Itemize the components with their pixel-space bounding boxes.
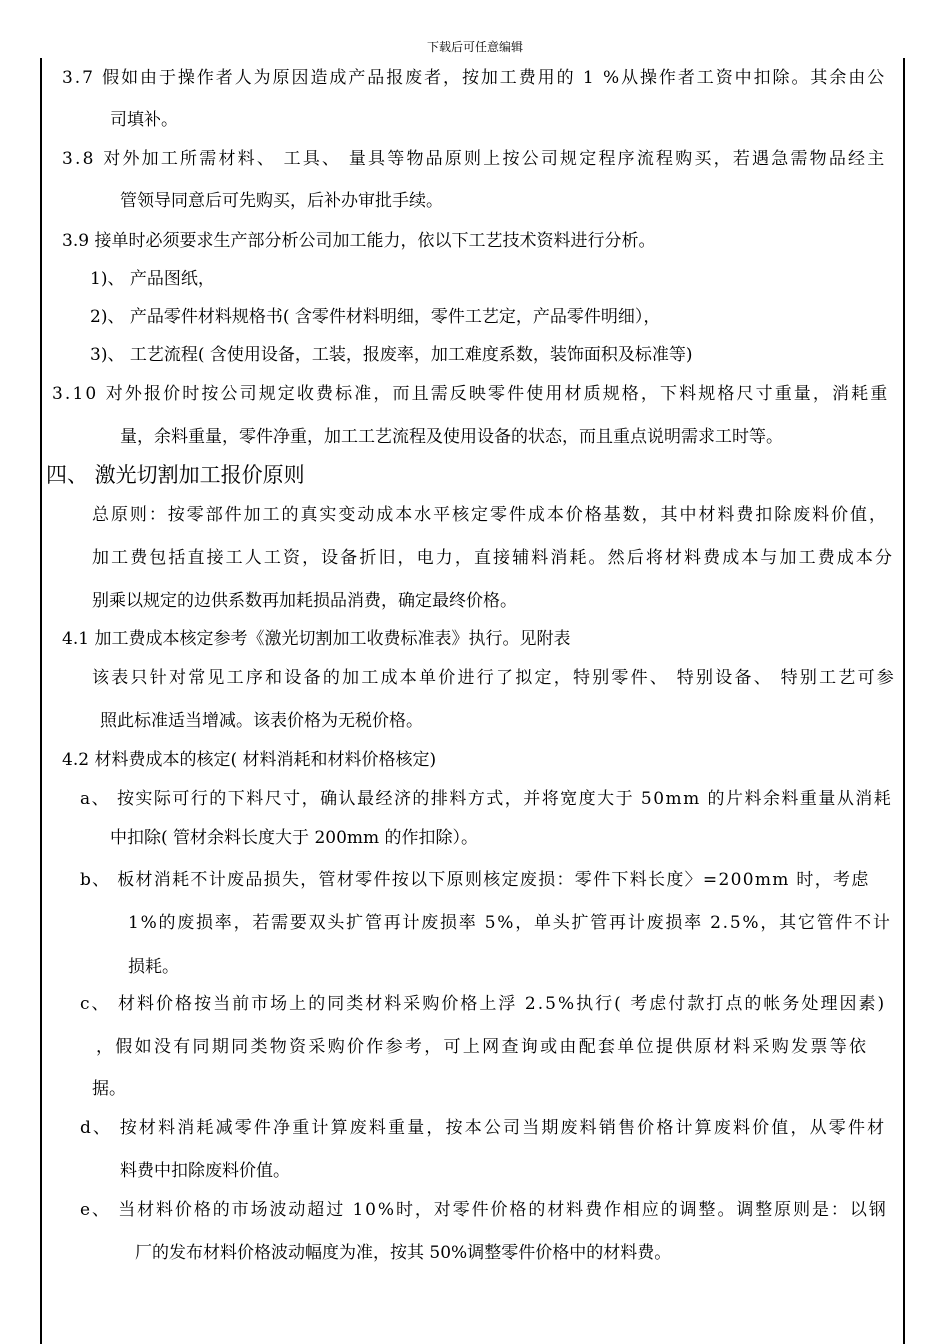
item-b-line-1: b、 板材消耗不计废品损失，管材零件按以下原则核定废损：零件下料长度〉=200mm 时，考虑 xyxy=(80,870,870,890)
list-item-3: 3)、 工艺流程( 含使用设备，工装，报废率，加工难度系数，装饰面积及标准等) xyxy=(90,345,693,365)
line-3-7-a: 3.7 假如由于操作者人为原因造成产品报废者，按加工费用的 1 %从操作者工资中扣除。其余由公 xyxy=(62,68,887,88)
principle-line-2: 加工费包括直接工人工资，设备折旧，电力，直接辅料消耗。然后将材料费成本与加工费成本分 xyxy=(92,548,895,568)
line-3-10-a: 3.10 对外报价时按公司规定收费标准，而且需反映零件使用材质规格，下料规格尺寸重量，消耗重 xyxy=(52,384,890,404)
line-3-8-a: 3.8 对外加工所需材料、 工具、 量具等物品原则上按公司规定程序流程购买，若遇急需物品经主 xyxy=(62,149,887,169)
item-c-line-3: 据。 xyxy=(92,1079,126,1099)
item-a-line-1: a、 按实际可行的下料尺寸，确认最经济的排料方式，并将宽度大于 50mm 的片料余料重量从消耗 xyxy=(80,789,893,809)
line-4-1-note-a: 该表只针对常见工序和设备的加工成本单价进行了拟定，特别零件、 特别设备、 特别工艺可参 xyxy=(92,668,897,688)
section-heading-4: 四、 激光切割加工报价原则 xyxy=(46,463,305,487)
item-b-line-3: 损耗。 xyxy=(128,957,179,977)
list-item-1: 1)、 产品图纸， xyxy=(90,269,215,289)
list-item-2: 2)、 产品零件材料规格书( 含零件材料明细，零件工艺定，产品零件明细）， xyxy=(90,307,661,327)
principle-line-3: 别乘以规定的边供系数再加耗损品消费，确定最终价格。 xyxy=(92,591,517,611)
line-4-2: 4.2 材料费成本的核定( 材料消耗和材料价格核定) xyxy=(62,750,437,770)
item-e-line-2: 厂的发布材料价格波动幅度为准，按其 50%调整零件价格中的材料费。 xyxy=(135,1243,672,1263)
item-a-line-2: 中扣除( 管材余料长度大于 200mm 的作扣除）。 xyxy=(110,828,479,848)
item-c-line-2: ，假如没有同期同类物资采购价作参考，可上网查询或由配套单位提供原材料采购发票等依 xyxy=(96,1037,869,1057)
principle-line-1: 总原则：按零部件加工的真实变动成本水平核定零件成本价格基数，其中材料费扣除废料价值， xyxy=(92,505,888,525)
line-3-10-b: 量，余料重量，零件净重，加工工艺流程及使用设备的状态，而且重点说明需求工时等。 xyxy=(120,427,783,447)
item-d-line-1: d、 按材料消耗减零件净重计算废料重量，按本公司当期废料销售价格计算废料价值，从零件材 xyxy=(80,1118,887,1138)
page-header: 下载后可任意编辑 xyxy=(426,40,523,54)
line-3-7-b: 司填补。 xyxy=(110,110,178,130)
line-3-9: 3.9 接单时必须要求生产部分析公司加工能力，依以下工艺技术资料进行分析。 xyxy=(62,231,656,251)
item-e-line-1: e、 当材料价格的市场波动超过 10%时，对零件价格的材料费作相应的调整。调整原则是：以钢 xyxy=(80,1200,888,1220)
item-d-line-2: 料费中扣除废料价值。 xyxy=(120,1161,290,1181)
line-3-8-b: 管领导同意后可先购买，后补办审批手续。 xyxy=(120,191,443,211)
item-b-line-2: 1%的废损率，若需要双头扩管再计废损率 5%，单头扩管再计废损率 2.5%，其它管件不计 xyxy=(128,913,892,933)
line-4-1: 4.1 加工费成本核定参考《激光切割加工收费标准表》执行。见附表 xyxy=(62,629,571,649)
item-c-line-1: c、 材料价格按当前市场上的同类材料采购价格上浮 2.5%执行( 考虑付款打点的帐务处理因素) xyxy=(80,994,887,1014)
line-4-1-note-b: 照此标准适当增减。该表价格为无税价格。 xyxy=(100,711,423,731)
